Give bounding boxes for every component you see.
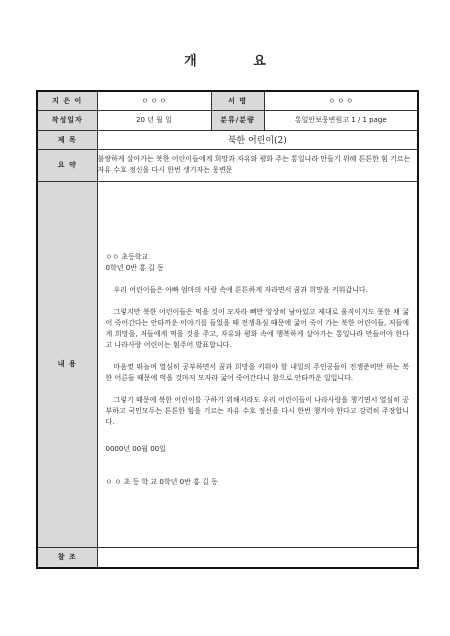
reference-label: 참 조	[37, 547, 97, 568]
date-line: 0000년 00월 00일	[105, 445, 166, 453]
date-value: 20 년 월 일	[97, 110, 211, 130]
summary-form-table	[36, 90, 419, 569]
author-label: 지 은 이	[37, 91, 97, 110]
date-label: 작성일자	[37, 110, 97, 130]
signature-line: ㅇ ㅇ 초 등 학 교 0학년 0반 홍 길 동	[105, 478, 218, 486]
paragraph-1: 우리 어린이들은 아빠 엄마의 사랑 속에 튼튼하게 자라면서 꿈과 희망을 키워갑니다.	[113, 286, 368, 294]
author-value: ㅇ ㅇ ㅇ	[97, 91, 211, 110]
reference-value	[97, 547, 418, 568]
subject-value: 북한 어린이(2)	[97, 130, 418, 149]
paragraph-4: 그렇기 때문에 북한 어린이를 구하기 위해서라도 우리 어린이들이 나라사랑을 챙기면서 열심히 공부하고 국민모두는 튼튼한 힘을 기르는 자유 수호 정신을 다시 한번 챙겨야 한다고 강력히 주장합니다.	[105, 396, 409, 426]
content-cell	[97, 181, 418, 547]
student-name: 0학년 0반 홍 길 동	[105, 264, 164, 272]
summary-value: 불쌍하게 살아가는 북한 어린이들에게 희망과 자유와 평화 주는 통일나라 만들기 위해 튼튼한 힘 기르는 자유 수호 정신을 다시 한번 생기자는 웅변문	[97, 149, 418, 181]
category-value: 통일안보웅변원고 1 / 1 page	[264, 110, 418, 130]
school-name: ㅇㅇ 초등학교	[105, 253, 149, 261]
subject-label: 제 목	[37, 130, 97, 149]
document-title: 개 요	[184, 54, 292, 69]
paragraph-2: 그렇지만 북한 어린이들은 먹을 것이 모자라 뼈만 앙상히 남아있고 제대로 움직이지도 못한 채 굶어 죽어간다는 안타까운 이야기를 들었을 때 전쟁욕심 때문에 굶어 죽어 가는 북한 어린이들, 저들에게 희망을, 저들에게 먹을 것을 주고, 자유와 평화 속에 행복하게 살아가는 통일나라 만들어야 한다고 나라사랑 어린이는 힘주어 발표합니다.	[105, 308, 409, 349]
signature-label: 서 명	[211, 91, 264, 110]
category-label: 분류/분량	[211, 110, 264, 130]
summary-label: 요 약	[37, 149, 97, 181]
signature-value: ㅇ ㅇ ㅇ	[264, 91, 418, 110]
content-label: 내 용	[37, 181, 97, 547]
speech-content	[98, 229, 418, 488]
paragraph-3: 마음껏 뛰놀며 열심히 공부하면서 꿈과 희망을 키워야 할 내일의 주인공들이 전쟁준비만 하는 북한 어른들 때문에 먹을 것마저 모자라 굶어 죽어간다니 참으로 안타까운 일입니다.	[105, 363, 409, 382]
